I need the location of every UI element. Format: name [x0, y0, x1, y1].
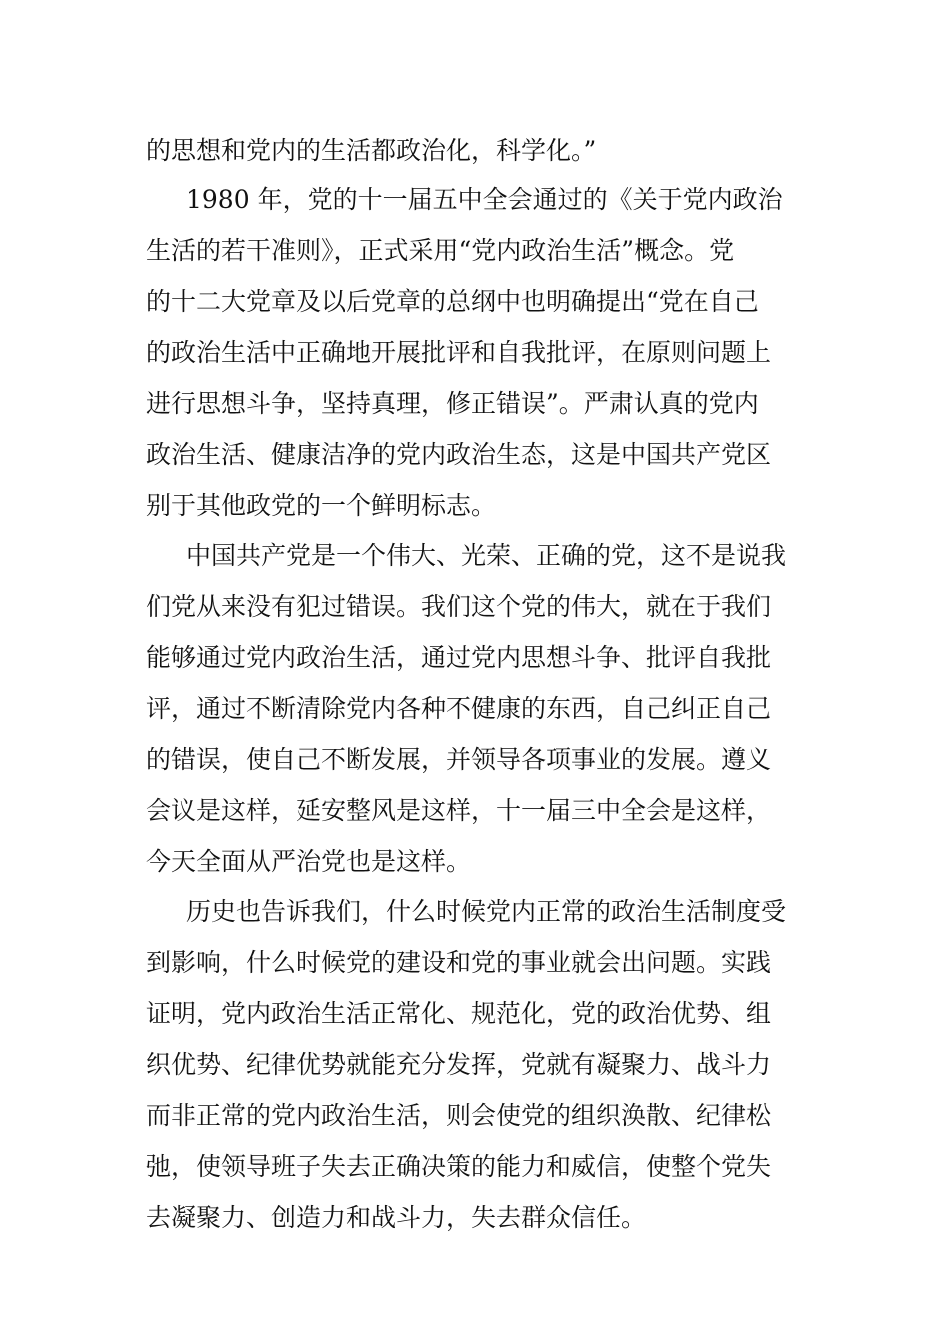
text-line: 的政治生活中正确地开展批评和自我批评，在原则问题上: [146, 338, 772, 367]
text-line: 评，通过不断清除党内各种不健康的东西，自己纠正自己: [146, 694, 772, 723]
text-line: 的错误，使自己不断发展，并领导各项事业的发展。遵义: [146, 745, 772, 774]
text-line: 会议是这样，延安整风是这样，十一届三中全会是这样，: [146, 796, 772, 825]
text-line: 历史也告诉我们，什么时候党内正常的政治生活制度受: [186, 897, 787, 926]
text-line: 弛，使领导班子失去正确决策的能力和威信，使整个党失: [146, 1152, 772, 1181]
text-line: 中国共产党是一个伟大、光荣、正确的党，这不是说我: [186, 541, 787, 570]
text-line: 生活的若干准则》，正式采用“党内政治生活”概念。党: [146, 236, 735, 265]
text-line: 1980 年，党的十一届五中全会通过的《关于党内政治: [186, 185, 783, 214]
text-line: 能够通过党内政治生活，通过党内思想斗争、批评自我批: [146, 643, 772, 672]
text-line: 而非正常的党内政治生活，则会使党的组织涣散、纪律松: [146, 1101, 772, 1130]
text-line: 政治生活、健康洁净的党内政治生态，这是中国共产党区: [146, 440, 772, 469]
text-line: 证明，党内政治生活正常化、规范化，党的政治优势、组: [146, 999, 772, 1028]
text-line: 今天全面从严治党也是这样。: [146, 847, 472, 876]
text-line: 到影响，什么时候党的建设和党的事业就会出问题。实践: [146, 948, 772, 977]
text-line: 织优势、纪律优势就能充分发挥，党就有凝聚力、战斗力: [146, 1050, 772, 1079]
text-line: 们党从来没有犯过错误。我们这个党的伟大，就在于我们: [146, 592, 772, 621]
text-line: 的思想和党内的生活都政治化，科学化。”: [146, 136, 597, 165]
text-line: 进行思想斗争，坚持真理，修正错误”。严肃认真的党内: [146, 389, 759, 418]
text-line: 别于其他政党的一个鲜明标志。: [146, 491, 497, 520]
text-line: 的十二大党章及以后党章的总纲中也明确提出“党在自己: [146, 287, 759, 316]
text-line: 去凝聚力、创造力和战斗力，失去群众信任。: [146, 1203, 647, 1232]
